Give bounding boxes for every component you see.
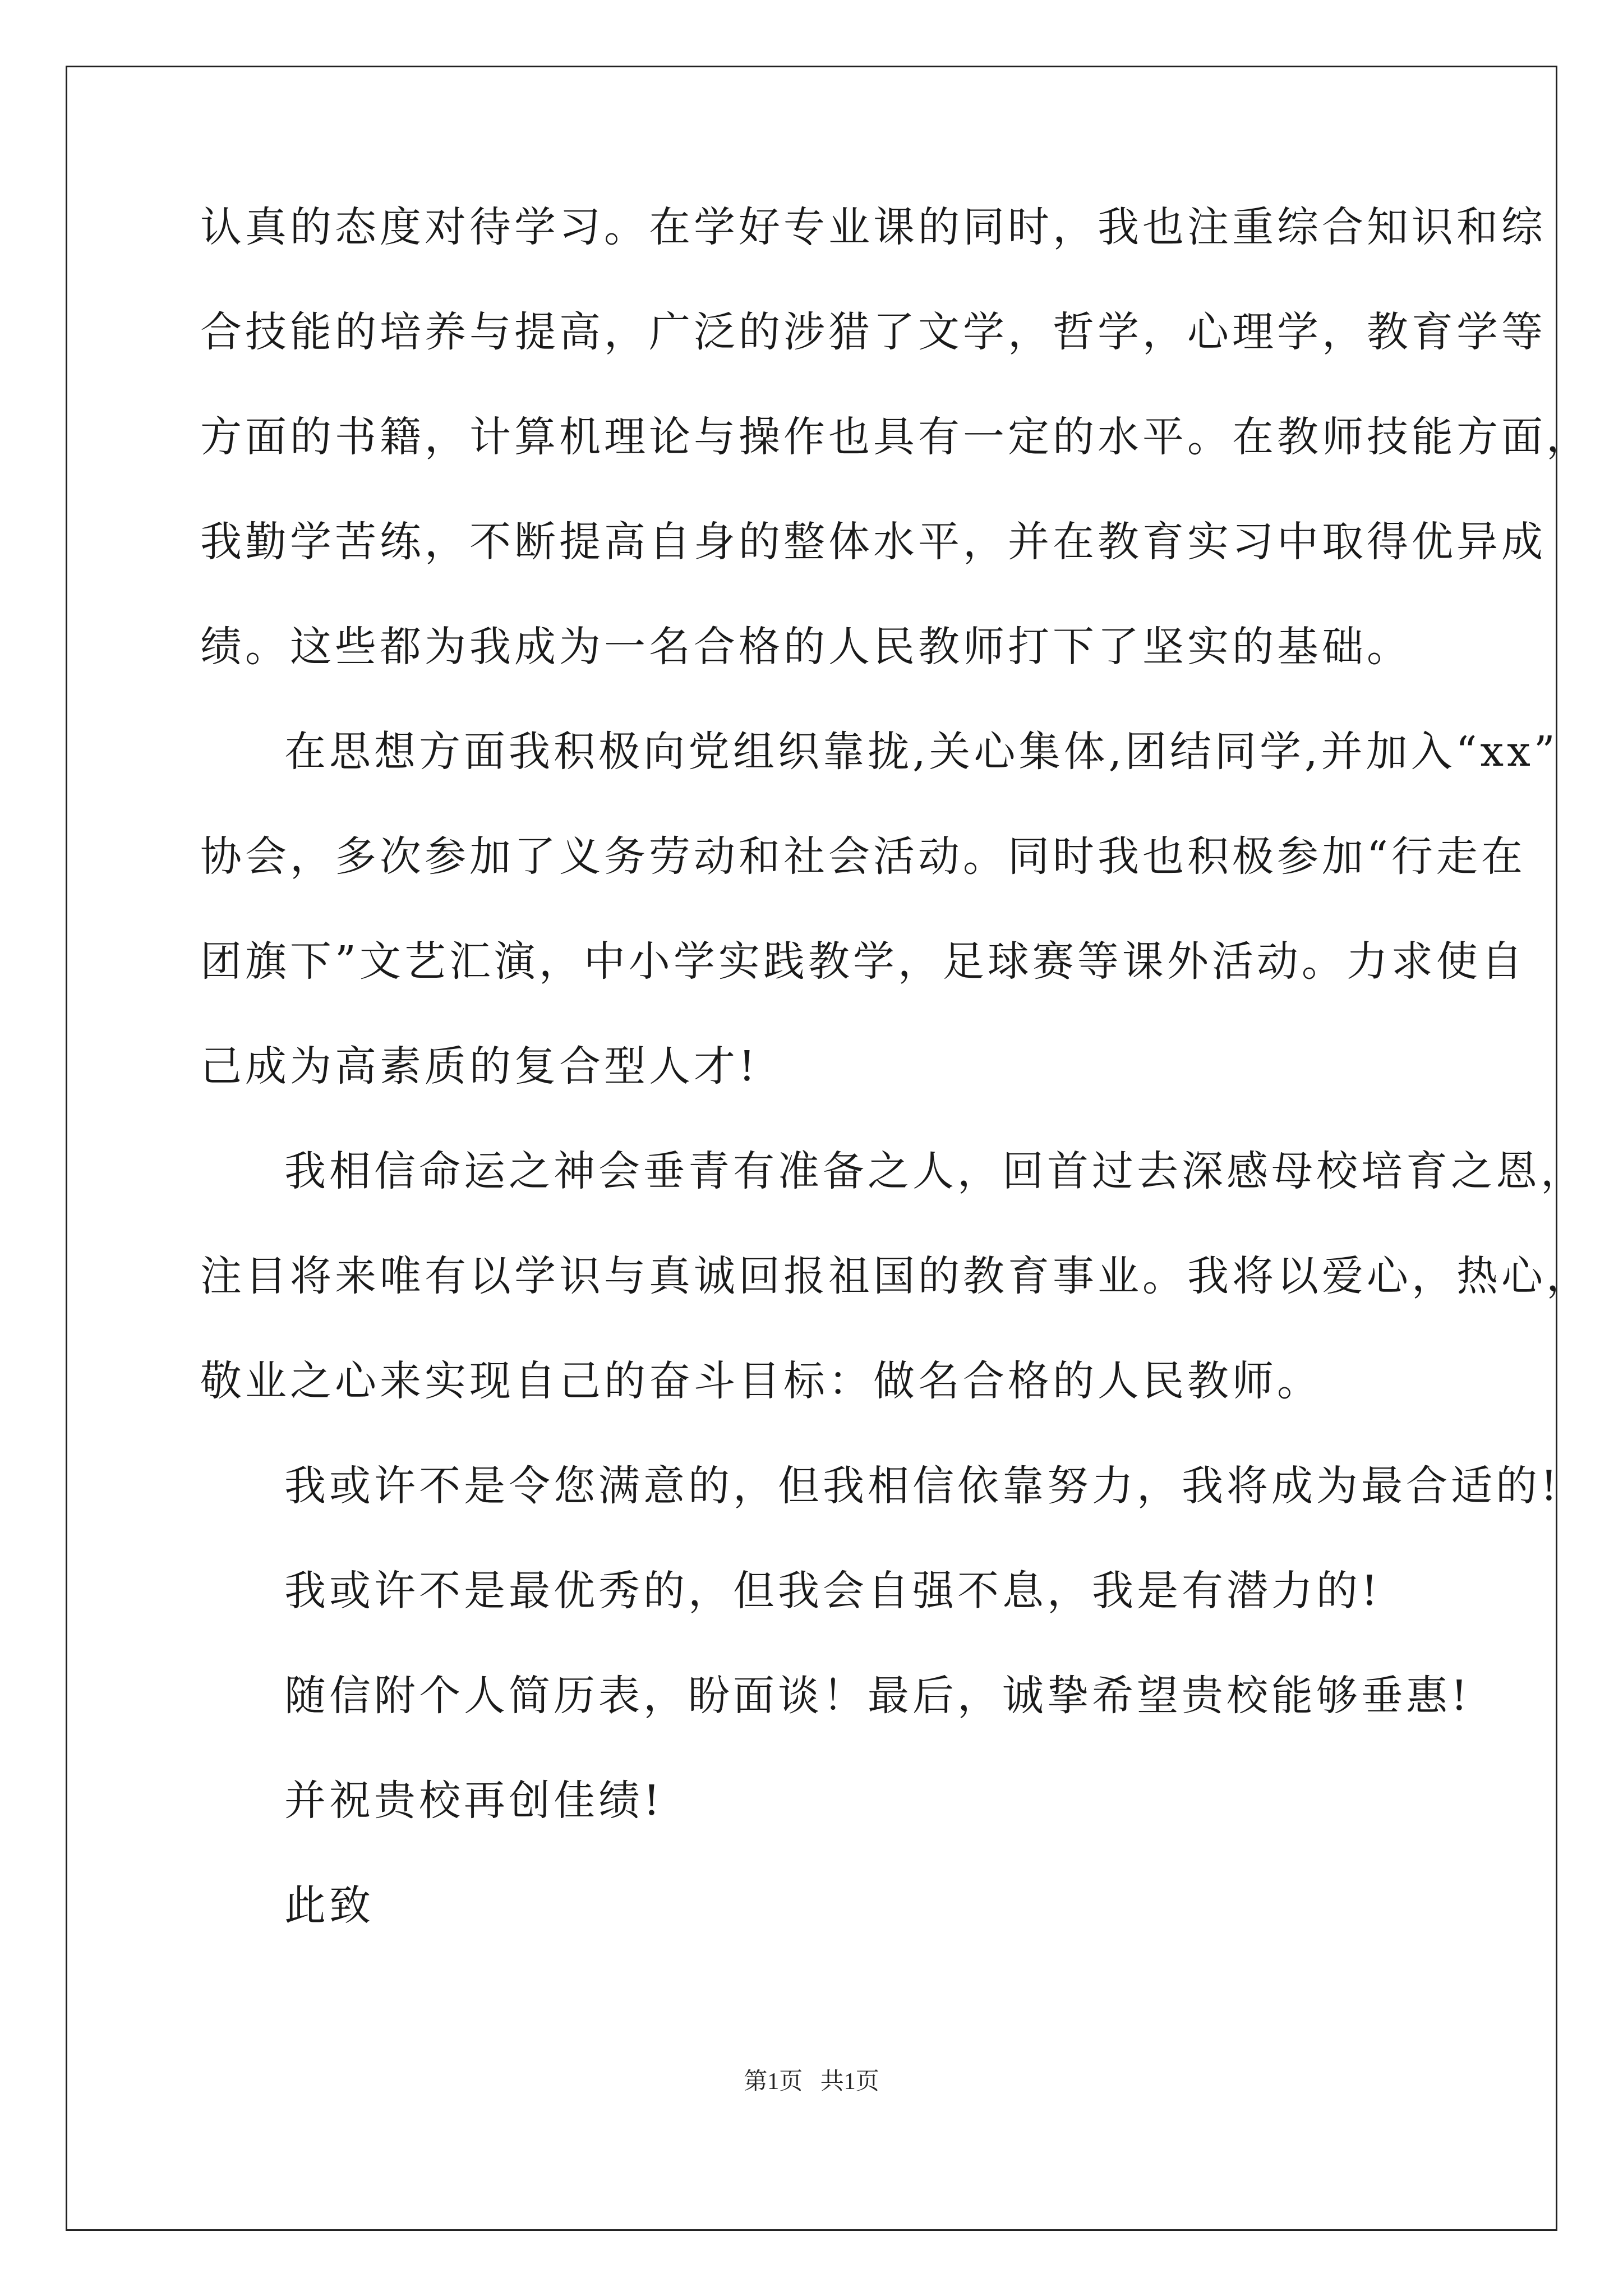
paragraph-start-line: 我或许不是令您满意的，但我相信依靠努力，我将成为最合适的! [284, 1462, 1561, 1510]
paragraph-start-line: 我相信命运之神会垂青有准备之人，回首过去深感母校培育之恩， [284, 1147, 1585, 1195]
paragraph-start-line: 在思想方面我积极向党组织靠拢,关心集体,团结同学,并加入“xx” [284, 728, 1559, 776]
text-line: 认真的态度对待学习。在学好专业课的同时，我也注重综合知识和综 [200, 203, 1546, 251]
text-line: 方面的书籍，计算机理论与操作也具有一定的水平。在教师技能方面， [200, 413, 1591, 461]
paragraph-start-line: 我或许不是最优秀的，但我会自强不息，我是有潜力的! [284, 1567, 1381, 1615]
page-number-footer: 第1页 共1页 [744, 2069, 879, 2095]
text-line: 团旗下”文艺汇演，中小学实践教学，足球赛等课外活动。力求使自 [200, 937, 1526, 986]
text-line: 注目将来唯有以学识与真诚回报祖国的教育事业。我将以爱心，热心， [200, 1252, 1591, 1300]
text-line: 协会，多次参加了义务劳动和社会活动。同时我也积极参加“行走在 [200, 832, 1526, 881]
text-line: 合技能的培养与提高，广泛的涉猎了文学，哲学，心理学，教育学等 [200, 308, 1546, 356]
text-line: 绩。这些都为我成为一名合格的人民教师打下了坚实的基础。 [200, 623, 1412, 671]
closing-salutation: 此致 [284, 1881, 374, 1930]
text-line: 敬业之心来实现自己的奋斗目标：做名合格的人民教师。 [200, 1357, 1322, 1405]
paragraph-start-line: 并祝贵校再创佳绩! [284, 1777, 663, 1825]
paragraph-start-line: 随信附个人简历表，盼面谈！最后，诚挚希望贵校能够垂惠! [284, 1672, 1471, 1720]
text-line: 我勤学苦练，不断提高自身的整体水平，并在教育实习中取得优异成 [200, 518, 1546, 566]
text-line: 己成为高素质的复合型人才! [200, 1042, 759, 1091]
